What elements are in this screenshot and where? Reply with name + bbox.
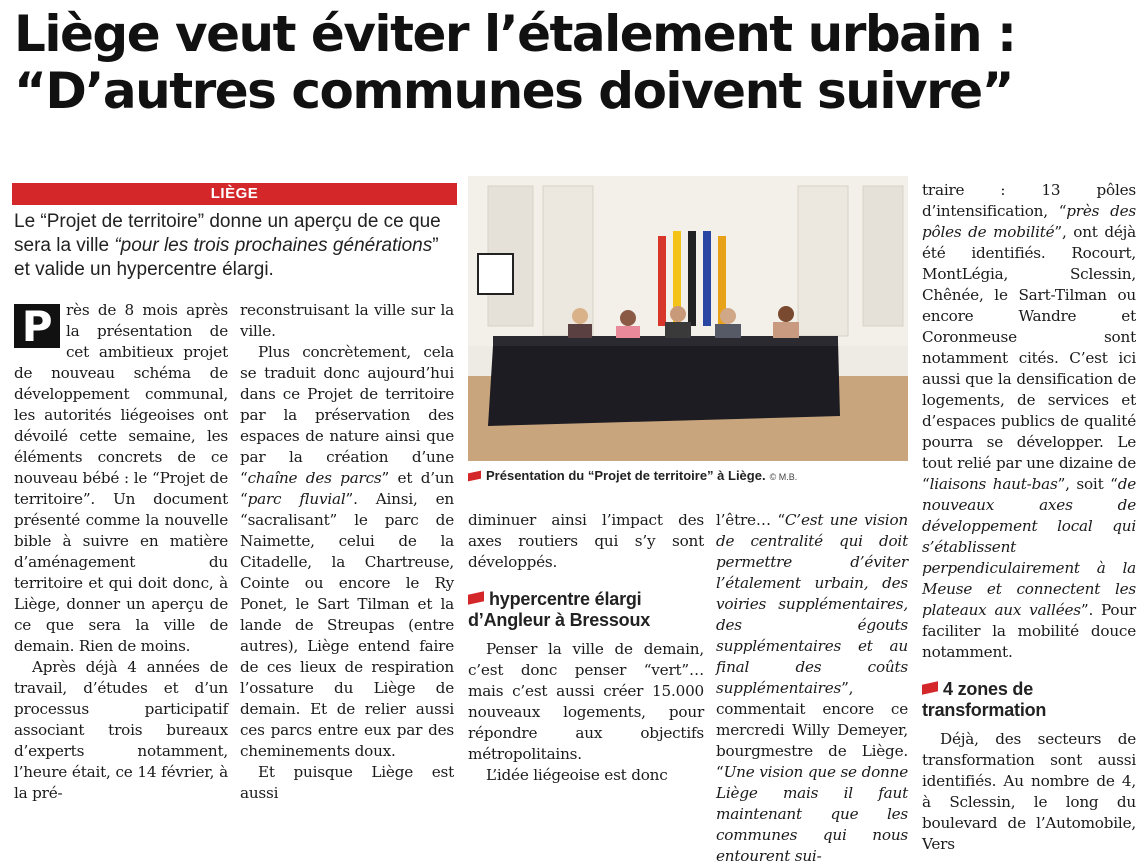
text: ”. Pour faciliter la mobilité douce notamment. — [922, 601, 1136, 661]
italic-text: près des pôles de mobilité — [922, 202, 1136, 241]
chapeau-text-2: ” et valide un hypercentre élargi. — [14, 235, 439, 280]
caption-marker-icon — [468, 471, 481, 482]
paragraph: Après déjà 4 années de travail, d’études et d’un processus participatif associant trois bureaux d’experts notamment, l’heure était, ce 14 février, à la pré- — [14, 658, 228, 802]
paragraph: L’idée liégeoise est donc — [486, 766, 668, 784]
paragraph — [716, 510, 908, 867]
text: ”, commentait encore ce mercredi Willy Demeyer, bourgmestre de Liège. “ — [716, 679, 908, 781]
subhead-marker-icon — [468, 591, 484, 604]
paragraph: Déjà, des secteurs de transformation sont aussi identifiés. Au nombre de 4, à Sclessin, le long du boulevard de l’Automobile, Vers — [922, 730, 1136, 853]
chapeau-text-1: Le “Projet de territoire” donne un aperçu de ce que sera la ville — [14, 211, 441, 256]
headline — [14, 6, 1134, 120]
text: ”, soit “ — [1057, 475, 1118, 493]
subheading — [922, 679, 1136, 721]
text: l’être… “ — [716, 511, 785, 529]
text: Plus concrètement, cela se traduit donc aujourd’hui dans ce Projet de territoire par la préservation des espaces de nature ainsi que par la création d’une “ — [240, 343, 454, 487]
paragraph — [922, 180, 1136, 663]
article-column-4 — [716, 510, 908, 867]
text: ”, ont déjà été identifiés. Rocourt, MontLégia, Sclessin, Chênée, le Sart-Tilman ou encore Wandre et Coronmeuse sont notamment cités. C’est ici aussi que la densification de logements, de services et d’espaces publics de qualité pourra se développer. Le tout relié par une dizaine de “ — [922, 223, 1136, 493]
chapeau-italic: “pour les trois prochaines générations — [114, 235, 433, 256]
text: traire : 13 pôles d’intensification, “ — [922, 181, 1136, 220]
chapeau — [14, 210, 454, 282]
subheading-text: 4 zones de transformation — [922, 679, 1047, 720]
italic-text: C’est une vision de centralité qui doit permettre d’éviter l’étalement urbain, des voiries supplémentaires, des égouts supplémentaires et au final des coûts supplémentaires — [716, 511, 908, 697]
subheading — [468, 589, 704, 631]
headline-line-1: Liège veut éviter l’étalement urbain : — [14, 5, 1016, 63]
paragraph — [240, 342, 454, 762]
caption-text: Présentation du “Projet de territoire” à Liège. — [486, 468, 766, 483]
italic-text: liaisons haut-bas — [929, 475, 1058, 493]
photo-caption — [468, 468, 908, 483]
italic-text: de nouveaux axes de développement local qui s’établissent perpendiculairement à la Meuse et connectent les plateaux aux vallées — [922, 475, 1136, 619]
rubric-label: LIÈGE — [210, 185, 259, 202]
subheading-text: hypercentre élargi d’Angleur à Bressoux — [468, 589, 651, 630]
article-column-5 — [922, 180, 1136, 855]
paragraph: Et puisque Liège est aussi — [240, 763, 454, 802]
press-conference-photo — [468, 176, 908, 461]
photo-illustration — [468, 176, 908, 461]
text: ” et d’un “ — [240, 469, 455, 508]
paragraph: diminuer ainsi l’impact des axes routiers qui s’y sont développés. — [468, 511, 704, 571]
paragraph: reconstruisant la ville sur la ville. — [240, 301, 454, 340]
text: ”. Ainsi, en “sacralisant” le parc de Naimette, celui de la Citadelle, la Chartreuse, Cointe ou encore le Ry Ponet, le Sart Tilman et la lande de Streupas (entre autres), Liège entend faire de ces lieux de respiration l’ossature du Liège de demain. Et de relier aussi ces parcs entre eux par des cheminements doux. — [240, 490, 454, 760]
italic-text: Une vision que se donne Liège mais il faut maintenant que les communes qui nous entourent sui- — [716, 763, 908, 865]
subhead-marker-icon — [922, 681, 938, 694]
headline-line-2: “D’autres communes doivent suivre” — [14, 62, 1013, 120]
article-column-2 — [240, 300, 454, 804]
paragraph — [14, 300, 228, 657]
article-column-1 — [14, 300, 228, 804]
article-column-3 — [468, 510, 704, 786]
paragraph: Penser la ville de demain, c’est donc penser “vert”… mais c’est aussi créer 15.000 nouveaux logements, pour répondre aux objectifs métropolitains. — [468, 640, 704, 763]
italic-text: parc fluvial — [247, 490, 346, 508]
photo-credit: © M.B. — [769, 472, 798, 482]
paragraph-text: rès de 8 mois après la présentation de cet ambitieux projet de nouveau schéma de développement communal, les autorités liégeoises ont dévoilé cette semaine, les éléments concrets de ce nouveau bébé : le “Projet de territoire”. Un document présenté comme la nouvelle bible à suivre en matière d’aménagement du territoire et qui doit donc, à Liège, donner un aperçu de ce que sera la ville de demain. Rien de moins. — [14, 301, 228, 655]
drop-cap: P — [14, 304, 60, 348]
italic-text: chaîne des parcs — [247, 469, 382, 487]
